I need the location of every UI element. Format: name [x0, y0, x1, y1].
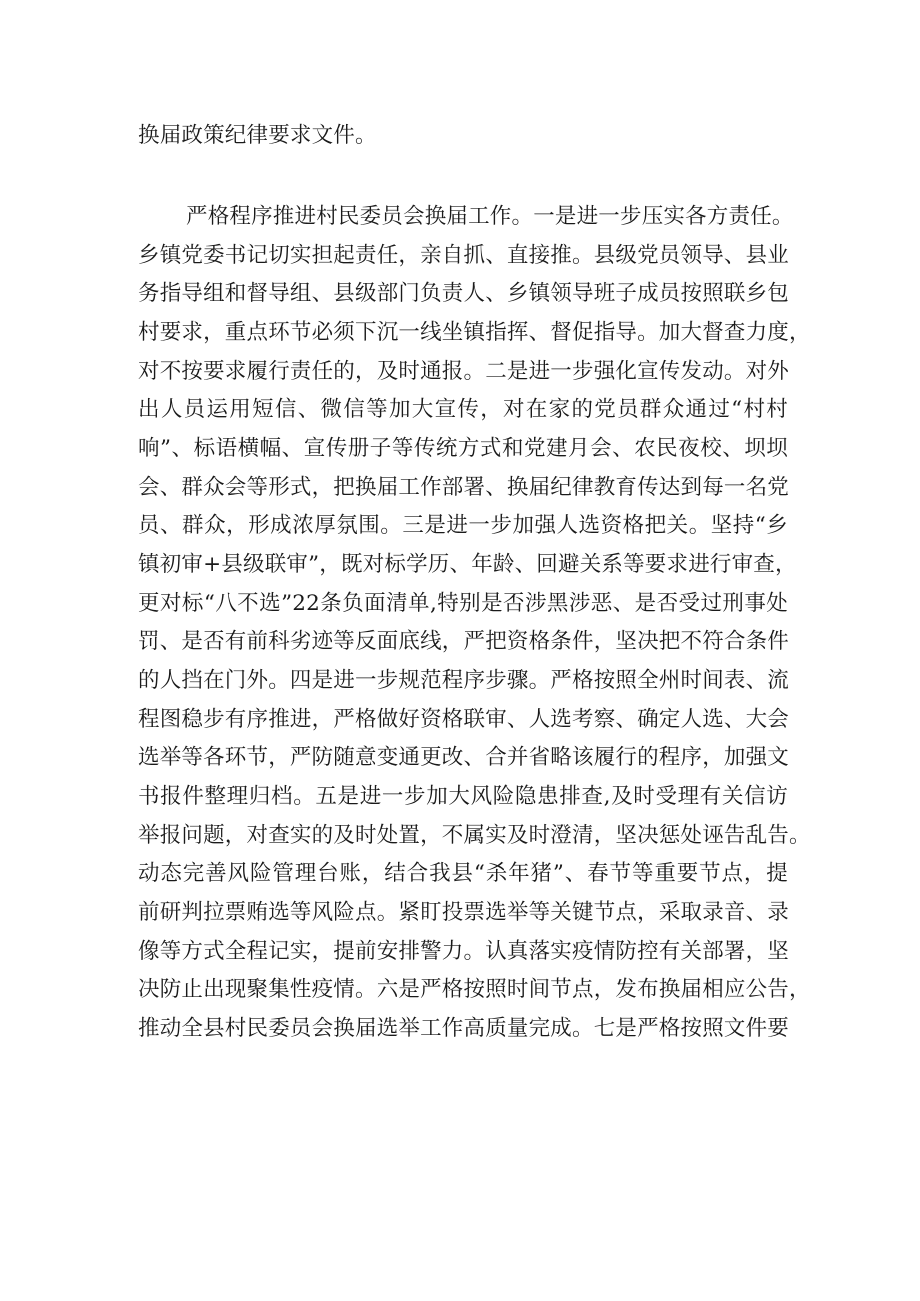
text-line-16: 选举等各环节，严防随意变通更改、合并省略该履行的程序，加强文	[138, 745, 790, 770]
text-line-20: 前研判拉票贿选等风险点。紧盯投票选举等关键节点，采取录音、录	[138, 900, 790, 925]
text-line-11: 镇初审+县级联审”，既对标学历、年龄、回避关系等要求进行审查，	[138, 552, 797, 577]
text-line-7: 出人员运用短信、微信等加大宣传，对在家的党员群众通过“村村	[138, 397, 788, 422]
text-line-6: 对不按要求履行责任的，及时通报。二是进一步强化宣传发动。对外	[138, 359, 790, 384]
text-line-3: 乡镇党委书记切实担起责任，亲自抓、直接推。县级党员领导、县业	[138, 243, 790, 268]
text-line-21: 像等方式全程记实，提前安排警力。认真落实疫情防控有关部署，坚	[138, 939, 790, 964]
text-line-9: 会、群众会等形式，把换届工作部署、换届纪律教育传达到每一名党	[138, 475, 790, 500]
text-line-18: 举报问题，对查实的及时处置，不属实及时澄清，坚决惩处诬告乱告。	[138, 823, 811, 848]
text-line-22: 决防止出现聚集性疫情。六是严格按照时间节点，发布换届相应公告，	[138, 977, 811, 1002]
text-line-23: 推动全县村民委员会换届选举工作高质量完成。七是严格按照文件要	[138, 1016, 790, 1041]
text-line-8: 响”、标语横幅、宣传册子等传统方式和党建月会、农民夜校、坝坝	[138, 436, 788, 461]
text-line-2: 严格程序推进村民委员会换届工作。一是进一步压实各方责任。	[186, 204, 794, 229]
text-line-14: 的人挡在门外。四是进一步规范程序步骤。严格按照全州时间表、流	[138, 668, 790, 693]
text-line-1: 换届政策纪律要求文件。	[138, 123, 377, 148]
text-line-17: 书报件整理归档。五是进一步加大风险隐患排查,及时受理有关信访	[138, 784, 788, 809]
text-line-12: 更对标“八不选”22条负面清单,特别是否涉黑涉恶、是否受过刑事处	[138, 591, 788, 616]
text-line-19: 动态完善风险管理台账，结合我县“杀年猪”、春节等重要节点，提	[138, 861, 788, 886]
text-line-10: 员、群众，形成浓厚氛围。三是进一步加强人选资格把关。坚持“乡	[138, 513, 788, 538]
text-line-13: 罚、是否有前科劣迹等反面底线，严把资格条件，坚决把不符合条件	[138, 629, 790, 654]
text-line-5: 村要求，重点环节必须下沉一线坐镇指挥、督促指导。加大督查力度，	[138, 320, 811, 345]
text-line-4: 务指导组和督导组、县级部门负责人、乡镇领导班子成员按照联乡包	[138, 281, 790, 306]
text-line-15: 程图稳步有序推进，严格做好资格联审、人选考察、确定人选、大会	[138, 707, 790, 732]
